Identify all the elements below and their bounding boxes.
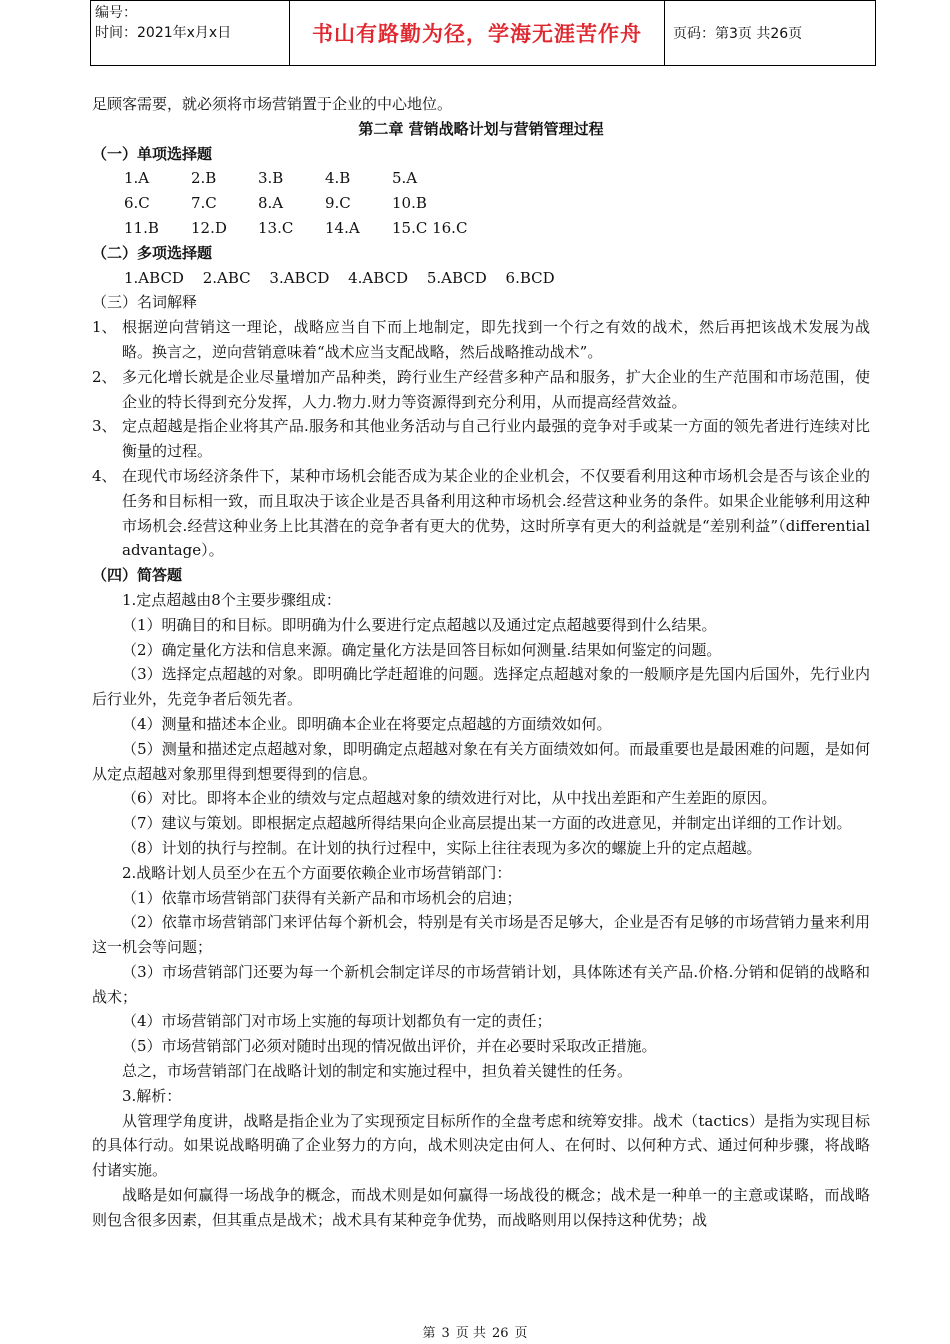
section-single-choice-title: （一）单项选择题 (92, 144, 213, 163)
term-item (92, 315, 870, 365)
header-time-label: 时间：2021年x月x日 (95, 25, 232, 41)
footer-page-number: 3 (441, 1326, 450, 1341)
answer-paragraph: （7）建议与策划。即根据定点超越所得结果向企业高层提出某一方面的改进意见，并制定出详细的工作计划。 (122, 814, 852, 833)
term-text: 在现代市场经济条件下，某种市场机会能否成为某企业的企业机会，不仅要看利用这种市场机会是否与该企业的任务和目标相一致，而且取决于该企业是否具备利用这种市场机会.经营这种业务的条件。如果企业能够利用这种市场机会.经营这种业务上比其潜在的竞争者有更大的优势，这时所享有更大的利益就是“差别利益”（differential advantage）。 (122, 466, 870, 560)
footer-prefix: 第 (422, 1326, 436, 1341)
answer-cell: 8.A (258, 194, 284, 213)
footer-total-pages: 26 (491, 1326, 509, 1341)
single-choice-answers (92, 166, 870, 240)
answer-paragraph: 2.战略计划人员至少在五个方面要依赖企业市场营销部门： (122, 863, 512, 882)
term-number: 2、 (92, 367, 117, 386)
term-item (92, 365, 870, 415)
header-page-info: 页码：第3页 共26页 (665, 1, 876, 66)
term-text: 定点超越是指企业将其产品.服务和其他业务活动与自己行业内最强的竞争对手或某一方面的领先者进行连续对比衡量的过程。 (122, 417, 870, 461)
section-short-answer-title: （四）简答题 (92, 566, 183, 585)
footer-mid: 页 共 (455, 1326, 486, 1341)
answer-cell: 10.B (392, 194, 427, 213)
answer-cell: 13.C (258, 218, 294, 237)
answer-cell: 6.C (124, 194, 150, 213)
answer-paragraph: （4）市场营销部门对市场上实施的每项计划都负有一定的责任； (122, 1012, 552, 1031)
answer-cell: 12.D (191, 218, 227, 237)
term-item (92, 414, 870, 464)
answer-paragraph: （3）市场营销部门还要为每一个新机会制定详尽的市场营销计划，具体陈述有关产品.价格.分销和促销的战略和战术； (92, 962, 870, 1006)
answer-paragraph: （5）测量和描述定点超越对象，即明确定点超越对象在有关方面绩效如何。而最重要也是最困难的问题，是如何从定点超越对象那里得到想要得到的信息。 (92, 739, 870, 783)
section-multi-choice-title: （二）多项选择题 (92, 243, 213, 262)
multi-choice-answers: 1.ABCD 2.ABC 3.ABCD 4.ABCD 5.ABCD 6.BCD (124, 268, 555, 287)
term-text: 多元化增长就是企业尽量增加产品种类，跨行业生产经营多种产品和服务，扩大企业的生产范围和市场范围，使企业的特长得到充分发挥，人力.物力.财力等资源得到充分利用，从而提高经营效益。 (122, 367, 870, 411)
chapter-title: 第二章 营销战略计划与营销管理过程 (358, 119, 604, 138)
footer-suffix: 页 (514, 1326, 528, 1341)
answer-paragraph: 1.定点超越由8个主要步骤组成： (122, 590, 341, 609)
term-number: 3、 (92, 417, 117, 436)
answer-paragraph: 3.解析： (122, 1086, 182, 1105)
answer-paragraph: （1）依靠市场营销部门获得有关新产品和市场机会的启迪； (122, 888, 522, 907)
answer-cell: 4.B (325, 169, 351, 188)
answer-cell: 9.C (325, 194, 351, 213)
answer-cell: 2.B (191, 169, 217, 188)
answer-cell: 3.B (258, 169, 284, 188)
page-footer (0, 1322, 950, 1341)
header-motto: 书山有路勤为径，学海无涯苦作舟 (290, 1, 665, 66)
answer-cell: 11.B (124, 218, 159, 237)
header-number-label: 编号： (95, 5, 137, 21)
answer-cell: 15.C 16.C (392, 218, 468, 237)
intro-paragraph: 足顾客需要，就必须将市场营销置于企业的中心地位。 (92, 95, 453, 113)
term-item (92, 464, 870, 563)
answer-cell: 14.A (325, 218, 360, 237)
answer-cell: 1.A (124, 169, 150, 188)
answer-paragraph: （1）明确目的和目标。即明确为什么要进行定点超越以及通过定点超越要得到什么结果。 (122, 615, 717, 634)
page-header (90, 0, 876, 66)
answer-row (92, 191, 870, 216)
answer-paragraph: （6）对比。即将本企业的绩效与定点超越对象的绩效进行对比，从中找出差距和产生差距的原因。 (122, 789, 777, 808)
header-meta (91, 1, 290, 66)
answer-row (92, 166, 870, 191)
term-number: 1、 (92, 318, 117, 337)
answer-paragraph: （4）测量和描述本企业。即明确本企业在将要定点超越的方面绩效如何。 (122, 714, 612, 733)
section-terms-title: （三）名词解释 (92, 293, 198, 312)
answer-paragraph: （2）依靠市场营销部门来评估每个新机会，特别是有关市场是否足够大，企业是否有足够的市场营销力量来利用这一机会等问题； (92, 913, 870, 957)
document-body (92, 92, 870, 1233)
term-text: 根据逆向营销这一理论，战略应当自下而上地制定，即先找到一个行之有效的战术，然后再把该战术发展为战略。换言之，逆向营销意味着“战术应当支配战略，然后战略推动战术”。 (122, 318, 870, 361)
answer-row (92, 216, 870, 241)
answer-paragraph: 总之，市场营销部门在战略计划的制定和实施过程中，担负着关键性的任务。 (122, 1062, 633, 1081)
answer-paragraph: （3）选择定点超越的对象。即明确比学赶超谁的问题。选择定点超越对象的一般顺序是先国内后国外，先行业内后行业外，先竞争者后领先者。 (92, 665, 870, 709)
term-number: 4、 (92, 466, 117, 485)
answer-paragraph: （5）市场营销部门必须对随时出现的情况做出评价，并在必要时采取改正措施。 (122, 1037, 657, 1056)
answer-cell: 5.A (392, 169, 418, 188)
answer-paragraph: （8）计划的执行与控制。在计划的执行过程中，实际上往往表现为多次的螺旋上升的定点超越。 (122, 838, 762, 857)
answer-paragraph: （2）确定量化方法和信息来源。确定量化方法是回答目标如何测量.结果如何鉴定的问题。 (122, 640, 722, 659)
answer-cell: 7.C (191, 194, 217, 213)
answer-paragraph: 战略是如何赢得一场战争的概念，而战术则是如何赢得一场战役的概念；战术是一种单一的主意或谋略，而战略则包含很多因素，但其重点是战术；战术具有某种竞争优势，而战略则用以保持这种优势；战 (92, 1186, 870, 1229)
answer-paragraph: 从管理学角度讲，战略是指企业为了实现预定目标所作的全盘考虑和统筹安排。战术（tactics）是指为实现目标的具体行动。如果说战略明确了企业努力的方向，战术则决定由何人、在何时、以何种方式、通过何种步骤，将战略付诸实施。 (92, 1111, 870, 1180)
